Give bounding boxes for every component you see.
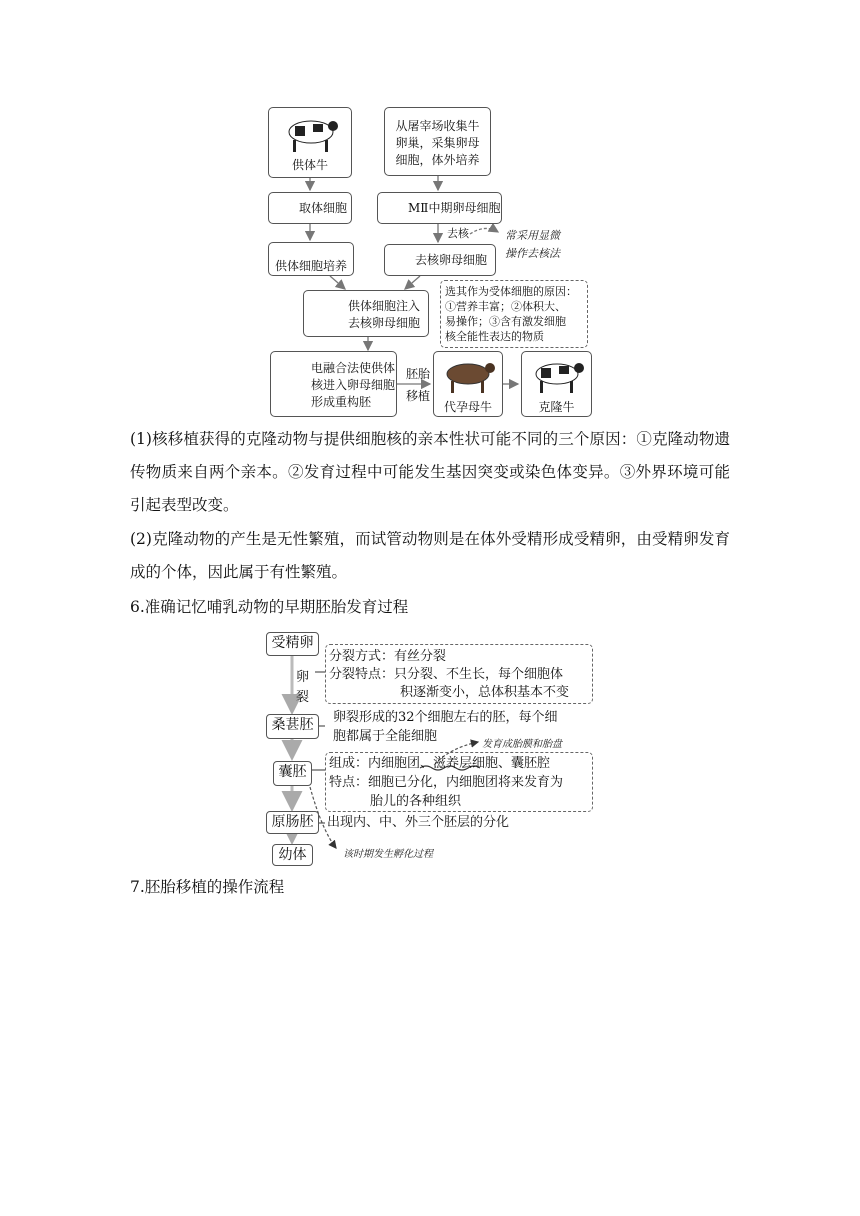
slaughter-line-2: 卵巢，采集卵母 <box>395 136 480 150</box>
reason-line-4: 核全能性表达的物质 <box>445 330 544 343</box>
handnote-enucleation-1: 常采用显微 <box>505 229 560 242</box>
transfer-line-2: 移植 <box>406 389 431 403</box>
enucleated-oocyte-label: 去核卵母细胞 <box>415 253 488 267</box>
surrogate-label: 代孕母牛 <box>443 400 492 414</box>
reason-line-2: ①营养丰富；②体积大、 <box>445 300 566 313</box>
section-6-title: 6.准确记忆哺乳动物的早期胚胎发育过程 <box>130 598 409 616</box>
section-7-title: 7.胚胎移植的操作流程 <box>130 878 285 896</box>
paragraph-2: (2)克隆动物的产生是无性繁殖，而试管动物则是在体外受精形成受精卵，由受精卵发育成的个体，因此属于有性繁殖。 <box>130 530 730 581</box>
donor-cow-label: 供体牛 <box>291 158 328 172</box>
stage-larva: 幼体 <box>272 844 313 866</box>
cleavage-feature-1: 分裂特点：只分裂、不生长，每个细胞体 <box>329 667 564 682</box>
stage-gastrula: 原肠胚 <box>266 811 319 834</box>
blastocyst-feature-2: 胎儿的各种组织 <box>370 794 462 809</box>
inject-line-2: 去核卵母细胞 <box>348 316 421 330</box>
stage-zygote: 受精卵 <box>266 632 319 656</box>
cleavage-char-1: 卵 <box>296 670 310 685</box>
blastocyst-feature-1: 特点：细胞已分化，内细胞团将来发育为 <box>329 775 564 790</box>
slaughter-line-1: 从屠宰场收集牛 <box>395 119 480 133</box>
handnote-enucleation-2: 操作去核法 <box>505 247 560 260</box>
handnote-trophoblast: 发育成胎膜和胎盘 <box>482 739 562 750</box>
reason-line-1: 选其作为受体细胞的原因： <box>445 285 577 298</box>
mii-oocyte-label: MⅡ中期卵母细胞 <box>408 201 501 215</box>
handnote-hatching: 该时期发生孵化过程 <box>343 849 433 860</box>
culture-label: 供体细胞培养 <box>274 259 347 273</box>
take-cells-label: 取体细胞 <box>299 201 348 215</box>
stage-morula: 桑葚胚 <box>266 714 319 739</box>
blastocyst-note-box <box>325 752 593 812</box>
blastocyst-composition <box>329 754 550 773</box>
paragraph-1: (1)核移植获得的克隆动物与提供细胞核的亲本性状可能不同的三个原因：①克隆动物遗传物质来自两个亲本。②发育过程中可能发生基因突变或染色体变异。③外界环境可能引起表型改变。 <box>130 430 730 514</box>
fusion-line-2: 核进入卵母细胞 <box>311 378 396 392</box>
morula-desc-2: 胞都属于全能细胞 <box>333 729 438 744</box>
blastocyst-comp-prefix: 组成：内细胞团、 <box>329 756 434 771</box>
slaughter-line-3: 细胞，体外培养 <box>395 153 480 167</box>
blastocyst-comp-suffix: 、囊胚腔 <box>498 756 551 771</box>
morula-desc-1: 卵裂形成的32个细胞左右的胚，每个细 <box>333 710 558 725</box>
fusion-line-3: 形成重构胚 <box>311 395 372 409</box>
cleavage-feature-2: 积逐渐变小，总体积基本不变 <box>400 685 570 700</box>
reason-line-3: 易操作；③含有激发细胞 <box>445 315 566 328</box>
cleavage-mode: 分裂方式：有丝分裂 <box>329 649 447 664</box>
transfer-line-1: 胚胎 <box>406 367 431 381</box>
trophoblast-term: 滋养层细胞 <box>433 756 499 771</box>
cleavage-note-box <box>325 644 593 704</box>
cleavage-char-2: 裂 <box>296 690 310 705</box>
enucleation-label: 去核 <box>447 227 469 240</box>
inject-line-1: 供体细胞注入 <box>348 299 421 313</box>
gastrula-desc: 出现内、中、外三个胚层的分化 <box>327 815 510 830</box>
stage-blastocyst: 囊胚 <box>273 761 312 786</box>
clone-label: 克隆牛 <box>538 400 575 414</box>
fusion-line-1: 电融合法使供体 <box>311 361 396 375</box>
